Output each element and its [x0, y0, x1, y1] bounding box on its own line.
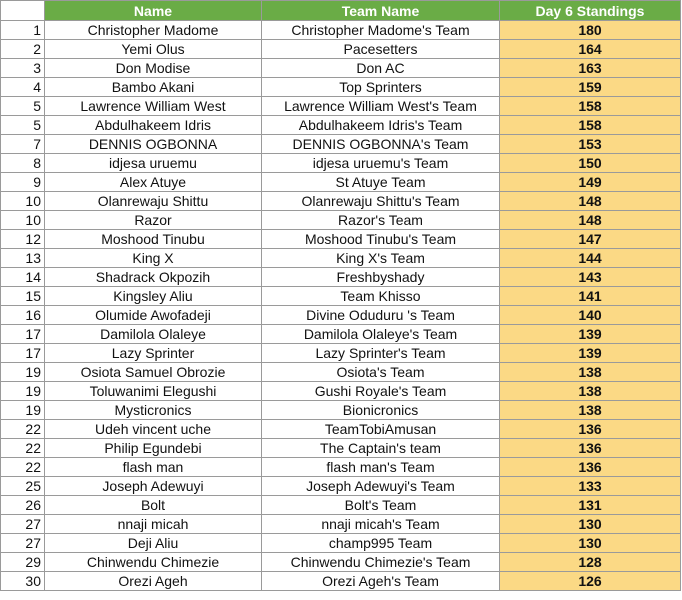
table-row [1, 287, 681, 306]
standings-score-cell: 143 [500, 268, 681, 287]
standings-score-cell: 148 [500, 211, 681, 230]
standings-score-cell: 136 [500, 439, 681, 458]
rank-cell: 19 [1, 363, 45, 382]
table-row [1, 21, 681, 40]
player-name-cell: Olanrewaju Shittu [45, 192, 262, 211]
standings-score-cell: 138 [500, 363, 681, 382]
rank-cell: 14 [1, 268, 45, 287]
standings-score-cell: 164 [500, 40, 681, 59]
standings-score-cell: 136 [500, 420, 681, 439]
standings-score-cell: 158 [500, 116, 681, 135]
player-name-cell: flash man [45, 458, 262, 477]
table-row [1, 439, 681, 458]
standings-score-cell: 126 [500, 572, 681, 591]
rank-cell: 5 [1, 116, 45, 135]
standings-score-cell: 149 [500, 173, 681, 192]
team-name-cell: Pacesetters [262, 40, 500, 59]
team-name-cell: Gushi Royale's Team [262, 382, 500, 401]
team-name-cell: Top Sprinters [262, 78, 500, 97]
table-row [1, 515, 681, 534]
team-name-cell: champ995 Team [262, 534, 500, 553]
rank-cell: 17 [1, 344, 45, 363]
team-name-cell: TeamTobiAmusan [262, 420, 500, 439]
table-row [1, 382, 681, 401]
standings-score-cell: 138 [500, 401, 681, 420]
player-name-cell: idjesa uruemu [45, 154, 262, 173]
rank-cell: 13 [1, 249, 45, 268]
table-row [1, 192, 681, 211]
player-name-cell: Don Modise [45, 59, 262, 78]
rank-cell: 22 [1, 458, 45, 477]
rank-cell: 27 [1, 534, 45, 553]
standings-score-cell: 141 [500, 287, 681, 306]
team-name-cell: Osiota's Team [262, 363, 500, 382]
player-name-cell: nnaji micah [45, 515, 262, 534]
table-row [1, 154, 681, 173]
table-row [1, 135, 681, 154]
standings-score-cell: 128 [500, 553, 681, 572]
player-name-cell: Philip Egundebi [45, 439, 262, 458]
team-name-cell: Moshood Tinubu's Team [262, 230, 500, 249]
rank-cell: 10 [1, 211, 45, 230]
standings-score-cell: 131 [500, 496, 681, 515]
rank-cell: 12 [1, 230, 45, 249]
player-name-cell: Christopher Madome [45, 21, 262, 40]
table-header [1, 1, 681, 21]
team-name-cell: Joseph Adewuyi's Team [262, 477, 500, 496]
rank-cell: 4 [1, 78, 45, 97]
rank-cell: 19 [1, 401, 45, 420]
rank-cell: 22 [1, 439, 45, 458]
player-name-cell: Yemi Olus [45, 40, 262, 59]
standings-score-cell: 158 [500, 97, 681, 116]
rank-cell: 9 [1, 173, 45, 192]
team-name-cell: Abdulhakeem Idris's Team [262, 116, 500, 135]
standings-score-cell: 130 [500, 515, 681, 534]
rank-cell: 26 [1, 496, 45, 515]
table-row [1, 59, 681, 78]
table-row [1, 477, 681, 496]
rank-cell: 10 [1, 192, 45, 211]
team-name-cell: Team Khisso [262, 287, 500, 306]
rank-cell: 29 [1, 553, 45, 572]
player-name-cell: Shadrack Okpozih [45, 268, 262, 287]
rank-cell: 8 [1, 154, 45, 173]
team-name-cell: Lazy Sprinter's Team [262, 344, 500, 363]
player-name-cell: Abdulhakeem Idris [45, 116, 262, 135]
team-name-cell: St Atuye Team [262, 173, 500, 192]
table-row [1, 325, 681, 344]
table-row [1, 268, 681, 287]
table-row [1, 211, 681, 230]
standings-score-cell: 130 [500, 534, 681, 553]
team-name-cell: Divine Oduduru 's Team [262, 306, 500, 325]
table-row [1, 173, 681, 192]
rank-cell: 2 [1, 40, 45, 59]
table-row [1, 572, 681, 591]
player-name-cell: Razor [45, 211, 262, 230]
team-name-cell: Freshbyshady [262, 268, 500, 287]
rank-cell: 3 [1, 59, 45, 78]
rank-cell: 22 [1, 420, 45, 439]
player-name-cell: Olumide Awofadeji [45, 306, 262, 325]
player-name-cell: Osiota Samuel Obrozie [45, 363, 262, 382]
rank-cell: 27 [1, 515, 45, 534]
header-team-name: Team Name [262, 1, 500, 21]
team-name-cell: Chinwendu Chimezie's Team [262, 553, 500, 572]
table-row [1, 116, 681, 135]
rank-cell: 1 [1, 21, 45, 40]
table-row [1, 306, 681, 325]
player-name-cell: Chinwendu Chimezie [45, 553, 262, 572]
table-row [1, 420, 681, 439]
rank-cell: 25 [1, 477, 45, 496]
player-name-cell: Udeh vincent uche [45, 420, 262, 439]
standings-score-cell: 148 [500, 192, 681, 211]
header-rank-corner [1, 1, 45, 21]
player-name-cell: Deji Aliu [45, 534, 262, 553]
table-row [1, 230, 681, 249]
team-name-cell: nnaji micah's Team [262, 515, 500, 534]
team-name-cell: King X's Team [262, 249, 500, 268]
team-name-cell: The Captain's team [262, 439, 500, 458]
player-name-cell: Orezi Ageh [45, 572, 262, 591]
standings-score-cell: 138 [500, 382, 681, 401]
table-row [1, 249, 681, 268]
player-name-cell: Damilola Olaleye [45, 325, 262, 344]
table-row [1, 78, 681, 97]
standings-score-cell: 153 [500, 135, 681, 154]
team-name-cell: Bionicronics [262, 401, 500, 420]
team-name-cell: DENNIS OGBONNA's Team [262, 135, 500, 154]
standings-score-cell: 140 [500, 306, 681, 325]
table-row [1, 553, 681, 572]
header-row [1, 1, 681, 21]
player-name-cell: Lazy Sprinter [45, 344, 262, 363]
standings-score-cell: 159 [500, 78, 681, 97]
standings-score-cell: 144 [500, 249, 681, 268]
team-name-cell: Christopher Madome's Team [262, 21, 500, 40]
standings-score-cell: 139 [500, 344, 681, 363]
standings-score-cell: 180 [500, 21, 681, 40]
header-day-6-standings: Day 6 Standings [500, 1, 681, 21]
table-row [1, 97, 681, 116]
standings-score-cell: 136 [500, 458, 681, 477]
player-name-cell: King X [45, 249, 262, 268]
standings-score-cell: 163 [500, 59, 681, 78]
table-row [1, 496, 681, 515]
rank-cell: 7 [1, 135, 45, 154]
team-name-cell: Bolt's Team [262, 496, 500, 515]
team-name-cell: Damilola Olaleye's Team [262, 325, 500, 344]
standings-score-cell: 139 [500, 325, 681, 344]
player-name-cell: Toluwanimi Elegushi [45, 382, 262, 401]
team-name-cell: idjesa uruemu's Team [262, 154, 500, 173]
standings-score-cell: 147 [500, 230, 681, 249]
player-name-cell: Joseph Adewuyi [45, 477, 262, 496]
player-name-cell: Bambo Akani [45, 78, 262, 97]
table-row [1, 534, 681, 553]
table-body [1, 21, 681, 591]
team-name-cell: Orezi Ageh's Team [262, 572, 500, 591]
table-row [1, 363, 681, 382]
player-name-cell: Alex Atuye [45, 173, 262, 192]
team-name-cell: Lawrence William West's Team [262, 97, 500, 116]
standings-score-cell: 150 [500, 154, 681, 173]
table-row [1, 458, 681, 477]
rank-cell: 15 [1, 287, 45, 306]
rank-cell: 5 [1, 97, 45, 116]
header-name: Name [45, 1, 262, 21]
player-name-cell: Moshood Tinubu [45, 230, 262, 249]
standings-score-cell: 133 [500, 477, 681, 496]
player-name-cell: Mysticronics [45, 401, 262, 420]
rank-cell: 19 [1, 382, 45, 401]
rank-cell: 30 [1, 572, 45, 591]
player-name-cell: Bolt [45, 496, 262, 515]
team-name-cell: flash man's Team [262, 458, 500, 477]
rank-cell: 16 [1, 306, 45, 325]
player-name-cell: DENNIS OGBONNA [45, 135, 262, 154]
table-row [1, 401, 681, 420]
table-row [1, 344, 681, 363]
rank-cell: 17 [1, 325, 45, 344]
team-name-cell: Don AC [262, 59, 500, 78]
player-name-cell: Kingsley Aliu [45, 287, 262, 306]
player-name-cell: Lawrence William West [45, 97, 262, 116]
team-name-cell: Olanrewaju Shittu's Team [262, 192, 500, 211]
table-row [1, 40, 681, 59]
team-name-cell: Razor's Team [262, 211, 500, 230]
